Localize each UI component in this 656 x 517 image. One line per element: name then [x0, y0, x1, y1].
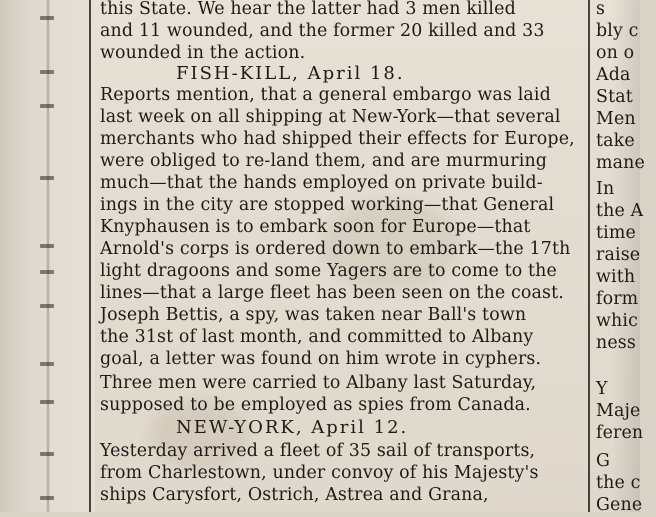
article-line: Reports mention, that a general embargo was laid	[100, 85, 551, 105]
adjacent-line: G	[596, 451, 611, 471]
binding-holes	[40, 8, 56, 508]
article-line: the 31st of last month, and committed to Albany	[100, 327, 534, 347]
adjacent-line: take	[596, 131, 635, 151]
article-line: goal, a letter was found on him wrote in cyphers.	[100, 349, 542, 369]
column-rule-left	[89, 0, 91, 512]
article-line: Yesterday arrived a fleet of 35 sail of transports,	[100, 441, 536, 461]
adjacent-line: In	[596, 179, 615, 199]
article-line: Joseph Bettis, a spy, was taken near Ball's town	[100, 305, 527, 325]
article-line: ships Carysfort, Ostrich, Astrea and Grana,	[100, 485, 489, 505]
article-line: Arnold's corps is ordered down to embark—the 17th	[100, 239, 571, 259]
adjacent-line: bly c	[596, 21, 639, 41]
article-line: supposed to be employed as spies from Canada.	[100, 395, 531, 415]
article-line: last week on all shipping at New-York—that several	[100, 107, 561, 127]
article-line: this State. We hear the latter had 3 men killed	[100, 0, 516, 19]
adjacent-line: ness	[596, 333, 636, 353]
adjacent-line: Ada	[596, 65, 631, 85]
adjacent-line: Maje	[596, 401, 641, 421]
adjacent-line: raise	[596, 245, 641, 265]
article-line: light dragoons and some Yagers are to come to the	[100, 261, 557, 281]
adjacent-line: feren	[596, 423, 644, 443]
dateline-fishkill: FISH-KILL, April 18.	[176, 63, 405, 84]
adjacent-line: the A	[596, 201, 644, 221]
article-line: wounded in the action.	[100, 43, 306, 63]
adjacent-line: with	[596, 267, 636, 287]
article-line: lines—that a large fleet has been seen on the coast.	[100, 283, 564, 303]
article-line: Knyphausen is to embark soon for Europe—that	[100, 217, 531, 237]
dateline-newyork: NEW-YORK, April 12.	[176, 417, 409, 438]
article-line: merchants who had shipped their effects for Europe,	[100, 129, 575, 149]
adjacent-line: Y	[596, 379, 608, 399]
article-line: from Charlestown, under convoy of his Majesty's	[100, 463, 539, 483]
adjacent-line: form	[596, 289, 639, 309]
adjacent-line: Men	[596, 109, 636, 129]
article-line: ings in the city are stopped working—that General	[100, 195, 555, 215]
column-rule-right	[588, 0, 590, 512]
adjacent-line: time	[596, 223, 636, 243]
adjacent-line: on o	[596, 43, 635, 63]
article-line: and 11 wounded, and the former 20 killed and 33	[100, 21, 545, 41]
adjacent-line: s	[596, 0, 606, 19]
adjacent-line: Stat	[596, 87, 633, 107]
adjacent-line: whic	[596, 311, 638, 331]
adjacent-line: mane	[596, 153, 645, 173]
article-line: were obliged to re-land them, and are murmuring	[100, 151, 548, 171]
article-line: Three men were carried to Albany last Saturday,	[100, 373, 537, 393]
adjacent-line: Gene	[596, 495, 643, 515]
adjacent-line: the c	[596, 473, 641, 493]
article-line: much—that the hands employed on private build-	[100, 173, 543, 193]
